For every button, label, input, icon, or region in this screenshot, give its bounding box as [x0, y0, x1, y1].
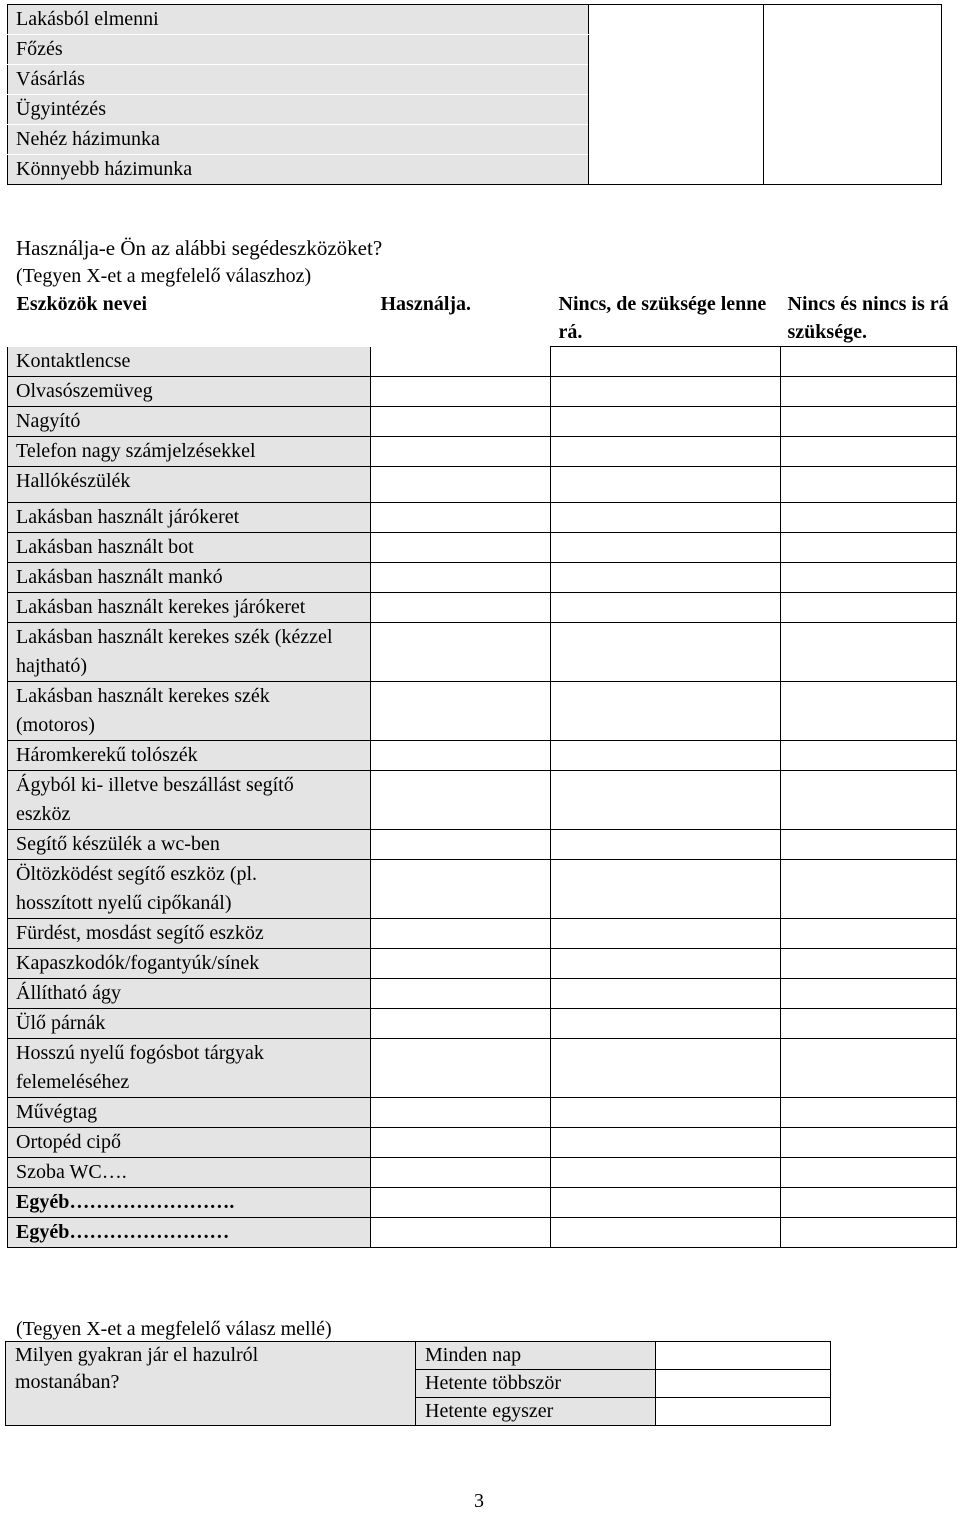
- device-answer-box[interactable]: [371, 949, 551, 979]
- device-answer-box[interactable]: [371, 1188, 551, 1218]
- device-answer-box[interactable]: [551, 467, 781, 503]
- device-row: [8, 503, 957, 533]
- device-answer-box[interactable]: [781, 347, 957, 377]
- device-name-text: Szoba WC….: [16, 1161, 127, 1183]
- device-name: [8, 771, 371, 830]
- device-row: [8, 1039, 957, 1098]
- device-answer-box[interactable]: [371, 682, 551, 741]
- device-name-text: Lakásban használt bot: [16, 536, 194, 558]
- device-row: [8, 623, 957, 682]
- device-name: [8, 533, 371, 563]
- device-answer-box[interactable]: [781, 1039, 957, 1098]
- device-name-text: Ortopéd cipő: [16, 1131, 121, 1153]
- activity-label: Könnyebb házimunka: [8, 155, 589, 185]
- device-answer-box[interactable]: [551, 503, 781, 533]
- device-row: [8, 1009, 957, 1039]
- device-answer-box[interactable]: [371, 437, 551, 467]
- device-answer-box[interactable]: [781, 407, 957, 437]
- option-label: Hetente egyszer: [416, 1398, 656, 1426]
- device-row: [8, 741, 957, 771]
- device-answer-box[interactable]: [781, 1128, 957, 1158]
- device-row: [8, 949, 957, 979]
- device-name: [8, 979, 371, 1009]
- header-uses: Használja.: [380, 293, 472, 315]
- device-answer-box[interactable]: [371, 860, 551, 919]
- device-answer-box[interactable]: [551, 593, 781, 623]
- device-name-text: Egyéb……………………: [16, 1221, 230, 1243]
- activity-label: Lakásból elmenni: [8, 5, 589, 35]
- device-name-text: Nagyító: [16, 410, 81, 432]
- frequency-question: [6, 1342, 416, 1426]
- device-answer-box[interactable]: [781, 503, 957, 533]
- device-name-text: Lakásban használt kerekes járókeret: [16, 596, 306, 618]
- device-answer-box[interactable]: [781, 919, 957, 949]
- device-row: [8, 1098, 957, 1128]
- device-answer-box[interactable]: [781, 1009, 957, 1039]
- device-answer-box[interactable]: [551, 1039, 781, 1098]
- device-answer-box[interactable]: [551, 1098, 781, 1128]
- device-answer-box[interactable]: [781, 949, 957, 979]
- device-name: [8, 623, 371, 682]
- device-row: [8, 830, 957, 860]
- page-number: 3: [474, 1490, 484, 1512]
- device-answer-box[interactable]: [551, 533, 781, 563]
- device-answer-box[interactable]: [551, 1218, 781, 1248]
- activity-label: Vásárlás: [8, 65, 589, 95]
- device-name: [8, 377, 371, 407]
- device-name-text: Telefon nagy számjelzésekkel: [16, 440, 256, 462]
- device-name-text: Fürdést, mosdást segítő eszköz: [16, 922, 264, 944]
- devices-table: [7, 290, 957, 1248]
- device-answer-box[interactable]: [371, 593, 551, 623]
- device-name: [8, 563, 371, 593]
- device-answer-box[interactable]: [371, 919, 551, 949]
- device-answer-box[interactable]: [781, 1158, 957, 1188]
- device-answer-box[interactable]: [551, 623, 781, 682]
- device-answer-box[interactable]: [551, 919, 781, 949]
- device-row: [8, 347, 957, 377]
- device-name-text: Kontaktlencse: [16, 350, 131, 372]
- device-answer-box[interactable]: [781, 830, 957, 860]
- device-name-text: Öltözködést segítő eszköz (pl. hosszított nyelű cipőkanál): [16, 863, 258, 914]
- device-answer-box[interactable]: [781, 377, 957, 407]
- activity-answer-box[interactable]: [764, 5, 942, 185]
- device-answer-box[interactable]: [781, 593, 957, 623]
- option-answer-box[interactable]: [656, 1398, 831, 1426]
- device-name-text: Hallókészülék: [16, 470, 131, 492]
- device-name: [8, 1218, 371, 1248]
- device-row: [8, 563, 957, 593]
- device-answer-box[interactable]: [781, 771, 957, 830]
- device-answer-box[interactable]: [551, 437, 781, 467]
- device-name: [8, 1009, 371, 1039]
- device-name-text: Lakásban használt kerekes szék (kézzel hajtható): [16, 626, 333, 677]
- option-label: Hetente többször: [416, 1370, 656, 1398]
- device-answer-box[interactable]: [371, 979, 551, 1009]
- device-answer-box[interactable]: [551, 407, 781, 437]
- device-name-text: Háromkerekű tolószék: [16, 744, 198, 766]
- device-name: [8, 949, 371, 979]
- device-row: [8, 1218, 957, 1248]
- device-answer-box[interactable]: [781, 467, 957, 503]
- frequency-table: [5, 1341, 831, 1426]
- activity-label: Nehéz házimunka: [8, 125, 589, 155]
- device-answer-box[interactable]: [371, 1009, 551, 1039]
- device-name-text: Hosszú nyelű fogósbot tárgyak felemeléséhez: [16, 1042, 264, 1093]
- device-answer-box[interactable]: [781, 1098, 957, 1128]
- device-answer-box[interactable]: [371, 1218, 551, 1248]
- device-name: [8, 1128, 371, 1158]
- device-answer-box[interactable]: [781, 1218, 957, 1248]
- device-name-text: Lakásban használt kerekes szék (motoros): [16, 685, 270, 736]
- device-name-text: Állítható ágy: [16, 982, 121, 1004]
- device-answer-box[interactable]: [371, 467, 551, 503]
- device-answer-box[interactable]: [781, 682, 957, 741]
- device-name: [8, 347, 371, 377]
- activities-table: [7, 4, 942, 185]
- device-answer-box[interactable]: [551, 1188, 781, 1218]
- device-name: [8, 1158, 371, 1188]
- device-answer-box[interactable]: [781, 437, 957, 467]
- device-row: [8, 593, 957, 623]
- header-no-need: Nincs és nincs is rá szüksége.: [787, 293, 949, 343]
- device-answer-box[interactable]: [371, 503, 551, 533]
- device-row: [8, 860, 957, 919]
- devices-header-row: [8, 290, 957, 347]
- activity-label: Ügyintézés: [8, 95, 589, 125]
- device-answer-box[interactable]: [371, 1098, 551, 1128]
- device-row: [8, 919, 957, 949]
- device-answer-box[interactable]: [551, 1128, 781, 1158]
- device-answer-box[interactable]: [371, 407, 551, 437]
- header-needs: Nincs, de szüksége lenne rá.: [558, 293, 767, 343]
- frequency-question-text: Milyen gyakran jár el hazulról mostanában?: [15, 1344, 259, 1393]
- device-answer-box[interactable]: [781, 979, 957, 1009]
- device-answer-box[interactable]: [781, 563, 957, 593]
- device-row: [8, 771, 957, 830]
- device-answer-box[interactable]: [371, 563, 551, 593]
- header-device-names: Eszközök nevei: [16, 293, 148, 315]
- device-name: [8, 467, 371, 503]
- device-row: [8, 377, 957, 407]
- devices-instruction: (Tegyen X-et a megfelelő válaszhoz): [16, 265, 312, 287]
- device-name: [8, 593, 371, 623]
- device-answer-box[interactable]: [551, 741, 781, 771]
- device-answer-box[interactable]: [551, 682, 781, 741]
- device-row: [8, 979, 957, 1009]
- option-answer-box[interactable]: [656, 1370, 831, 1398]
- device-name: [8, 1098, 371, 1128]
- device-name: [8, 503, 371, 533]
- device-row: [8, 1188, 957, 1218]
- device-answer-box[interactable]: [371, 830, 551, 860]
- device-name: [8, 682, 371, 741]
- device-answer-box[interactable]: [551, 860, 781, 919]
- device-answer-box[interactable]: [781, 860, 957, 919]
- device-name: [8, 919, 371, 949]
- device-answer-box[interactable]: [371, 1128, 551, 1158]
- frequency-instruction: (Tegyen X-et a megfelelő válasz mellé): [16, 1318, 332, 1340]
- device-answer-box[interactable]: [551, 1009, 781, 1039]
- device-name: [8, 860, 371, 919]
- device-answer-box[interactable]: [551, 347, 781, 377]
- device-answer-box[interactable]: [371, 741, 551, 771]
- device-row: [8, 1158, 957, 1188]
- device-answer-box[interactable]: [551, 563, 781, 593]
- device-row: [8, 682, 957, 741]
- device-answer-box[interactable]: [551, 1158, 781, 1188]
- devices-question: Használja-e Ön az alábbi segédeszközöket?: [16, 236, 383, 260]
- device-answer-box[interactable]: [551, 830, 781, 860]
- device-name: [8, 437, 371, 467]
- device-answer-box[interactable]: [781, 741, 957, 771]
- device-row: [8, 1128, 957, 1158]
- device-name: [8, 407, 371, 437]
- device-name: [8, 830, 371, 860]
- device-name-text: Lakásban használt járókeret: [16, 506, 240, 528]
- option-label: Minden nap: [416, 1342, 656, 1370]
- device-answer-box[interactable]: [551, 949, 781, 979]
- device-answer-box[interactable]: [371, 347, 551, 377]
- device-answer-box[interactable]: [781, 623, 957, 682]
- option-answer-box[interactable]: [656, 1342, 831, 1370]
- activity-row: [8, 5, 942, 35]
- device-answer-box[interactable]: [371, 1039, 551, 1098]
- device-name-text: Egyéb…………………….: [16, 1191, 235, 1213]
- device-name-text: Művégtag: [16, 1101, 98, 1123]
- device-name-text: Lakásban használt mankó: [16, 566, 223, 588]
- device-name: [8, 741, 371, 771]
- device-answer-box[interactable]: [371, 377, 551, 407]
- device-answer-box[interactable]: [551, 979, 781, 1009]
- device-row: [8, 533, 957, 563]
- device-answer-box[interactable]: [371, 1158, 551, 1188]
- activity-label: Főzés: [8, 35, 589, 65]
- activity-answer-box[interactable]: [589, 5, 764, 185]
- device-row: [8, 437, 957, 467]
- device-answer-box[interactable]: [371, 623, 551, 682]
- device-row: [8, 407, 957, 437]
- device-answer-box[interactable]: [781, 533, 957, 563]
- device-answer-box[interactable]: [781, 1188, 957, 1218]
- device-answer-box[interactable]: [551, 771, 781, 830]
- device-name: [8, 1188, 371, 1218]
- device-name-text: Ágyból ki- illetve beszállást segítő eszköz: [16, 774, 294, 825]
- device-name-text: Kapaszkodók/fogantyúk/sínek: [16, 952, 260, 974]
- device-name-text: Segítő készülék a wc-ben: [16, 833, 220, 855]
- device-name-text: Olvasószemüveg: [16, 380, 153, 402]
- device-name: [8, 1039, 371, 1098]
- device-answer-box[interactable]: [371, 533, 551, 563]
- device-answer-box[interactable]: [551, 377, 781, 407]
- device-row: [8, 467, 957, 503]
- device-answer-box[interactable]: [371, 771, 551, 830]
- device-name-text: Ülő párnák: [16, 1012, 106, 1034]
